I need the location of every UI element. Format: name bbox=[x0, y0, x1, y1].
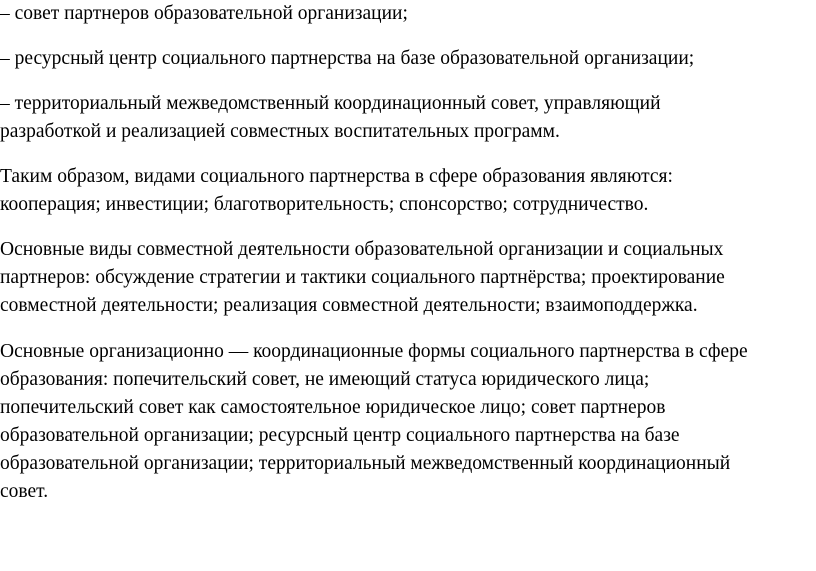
text-line: образования: попечительский совет, не имеющий статуса юридического лица; bbox=[0, 369, 650, 390]
text-line: – ресурсный центр социального партнерства на базе образовательной организации; bbox=[0, 48, 695, 69]
text-line: – совет партнеров образовательной организации; bbox=[0, 3, 408, 24]
text-line: образовательной организации; территориальный межведомственный координационный bbox=[0, 453, 731, 474]
paragraph-partnership-types bbox=[0, 163, 673, 219]
text-line: Основные организационно — координационные формы социального партнерства в сфере bbox=[0, 341, 748, 362]
text-line: совместной деятельности; реализация совместной деятельности; взаимоподдержка. bbox=[0, 295, 698, 316]
list-item-partners-council bbox=[0, 0, 408, 28]
paragraph-organizational-forms bbox=[0, 338, 748, 506]
text-line: кооперация; инвестиции; благотворительность; спонсорство; сотрудничество. bbox=[0, 194, 649, 215]
list-item-coordination-council bbox=[0, 90, 661, 146]
text-line: образовательной организации; ресурсный центр социального партнерства на базе bbox=[0, 425, 680, 446]
text-line: совет. bbox=[0, 481, 49, 502]
text-line: партнеров: обсуждение стратегии и тактики социального партнёрства; проектирование bbox=[0, 267, 725, 288]
text-line: разработкой и реализацией совместных воспитательных программ. bbox=[0, 121, 560, 142]
text-line: Таким образом, видами социального партнерства в сфере образования являются: bbox=[0, 166, 673, 187]
paragraph-joint-activities bbox=[0, 236, 725, 320]
text-line: – территориальный межведомственный координационный совет, управляющий bbox=[0, 93, 661, 114]
text-line: попечительский совет как самостоятельное юридическое лицо; совет партнеров bbox=[0, 397, 666, 418]
text-line: Основные виды совместной деятельности образовательной организации и социальных bbox=[0, 239, 724, 260]
list-item-resource-center bbox=[0, 45, 694, 73]
